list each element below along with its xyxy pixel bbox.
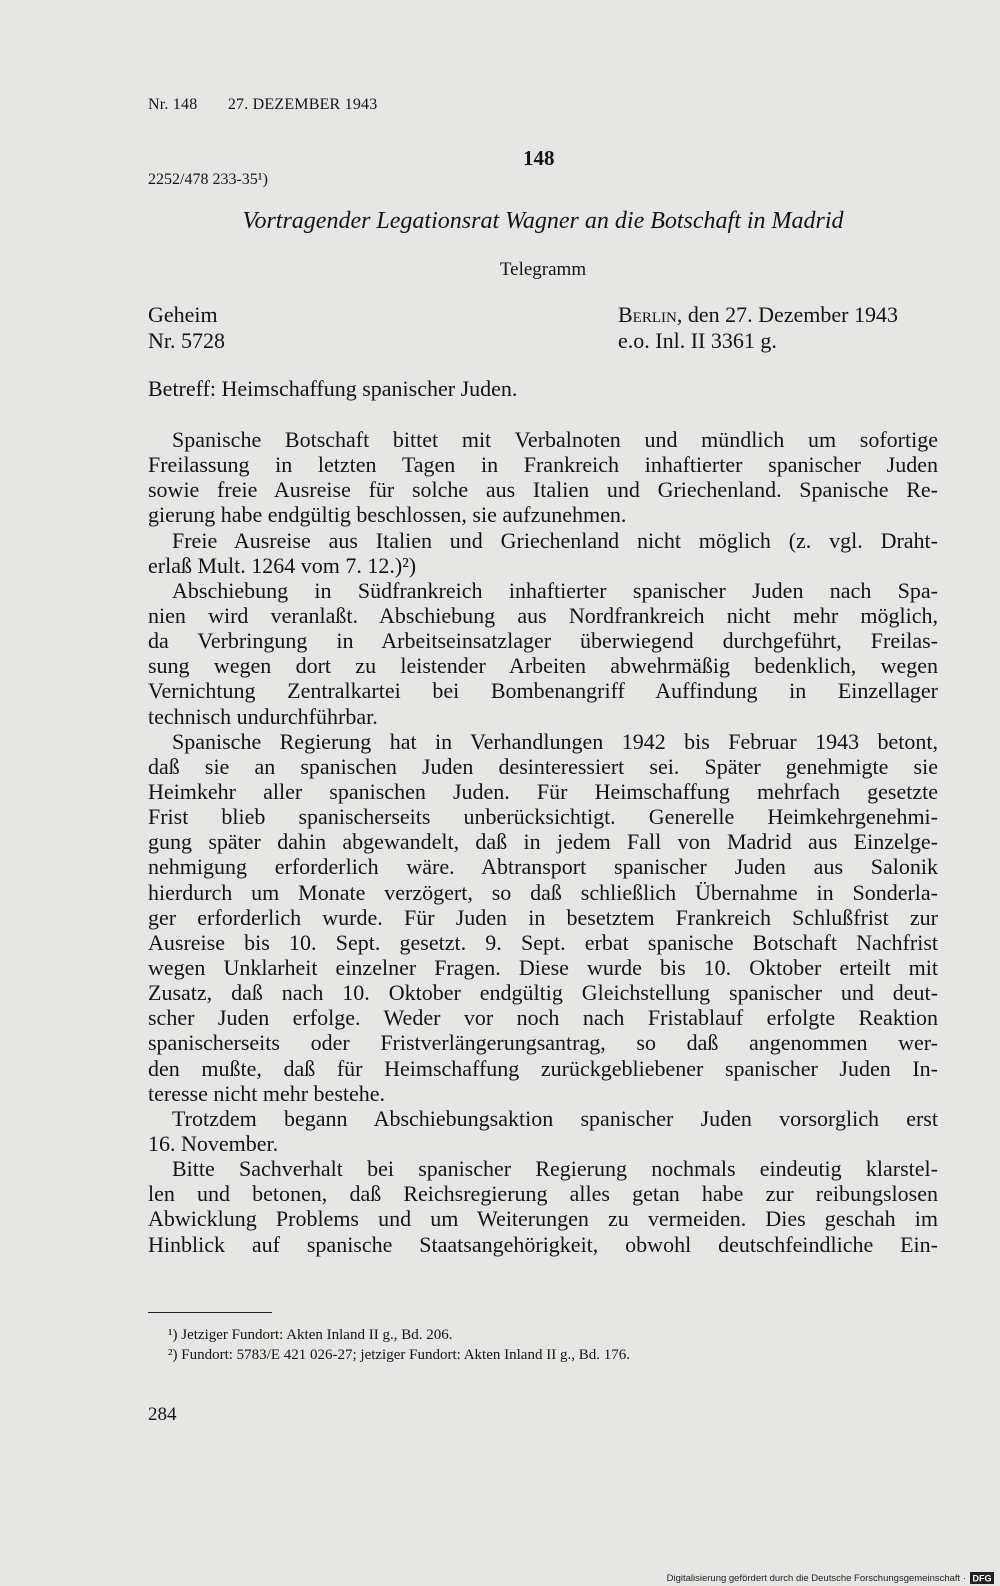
body-line: Hinblick auf spanische Staatsangehörigkeit, obwohl deutschfeindliche Ein-	[148, 1231, 938, 1257]
svg-text:DFG: DFG	[972, 1573, 992, 1584]
footnote-2: ²) Fundort: 5783/E 421 026-27; jetziger Fundort: Akten Inland II g., Bd. 176.	[168, 1347, 630, 1363]
body-line: nehmigung erforderlich wäre. Abtransport spanischer Juden aus Salonik	[148, 854, 938, 880]
body-line: den mußte, daß für Heimschaffung zurückgebliebener spanischer Juden In-	[148, 1055, 938, 1081]
body-line: spanischerseits oder Fristverlängerungsantrag, so daß angenommen wer-	[148, 1030, 938, 1056]
header-doc-ref: Nr. 148	[148, 96, 198, 113]
body-line: Bitte Sachverhalt bei spanischer Regierung nochmals eindeutig klarstel-	[172, 1156, 938, 1182]
body-line: Spanische Botschaft bittet mit Verbalnoten und mündlich um sofortige	[172, 427, 938, 452]
running-header	[148, 96, 377, 114]
body-line: Heimkehr aller spanischen Juden. Für Heimschaffung mehrfach gesetzte	[148, 778, 938, 804]
body-line: daß sie an spanischen Juden desinteressiert sei. Später genehmigte sie	[148, 753, 938, 779]
footnote-divider	[148, 1312, 272, 1313]
file-reference: e.o. Inl. II 3361 g.	[618, 328, 777, 353]
footnote-1: ¹) Jetziger Fundort: Akten Inland II g., Bd. 206.	[168, 1327, 453, 1343]
body-line: 16. November.	[148, 1130, 279, 1156]
body-line: gung später dahin abgewandelt, daß in jedem Fall von Madrid aus Einzelge-	[148, 829, 938, 855]
body-line: Vernichtung Zentralkartei bei Bombenangriff Auffindung in Einzellager	[148, 678, 938, 704]
footnotes	[168, 1325, 630, 1365]
body-line: sung wegen dort zu leistender Arbeiten abwehrmäßig bedenklich, wegen	[148, 653, 938, 679]
body-line: scher Juden erfolge. Weder vor noch nach Fristablauf erfolgte Reaktion	[148, 1005, 938, 1031]
body-line: Frist blieb spanischerseits unberücksichtigt. Generelle Heimkehrgenehmi-	[148, 804, 938, 830]
body-line: Spanische Regierung hat in Verhandlungen 1942 bis Februar 1943 betont,	[172, 728, 938, 754]
funding-note	[667, 1572, 994, 1584]
body-line: sowie freie Ausreise für solche aus Italien und Griechenland. Spanische Re-	[148, 477, 938, 503]
funding-text: Digitalisierung gefördert durch die Deutsche Forschungsgemeinschaft ·	[666, 1572, 966, 1584]
telegram-number: Nr. 5728	[148, 328, 225, 353]
body-line: da Verbringung in Arbeitseinsatzlager überwiegend durchgeführt, Freilas-	[148, 628, 938, 654]
subject-line: Betreff: Heimschaffung spanischer Juden.	[148, 376, 518, 401]
header-date: 27. DEZEMBER 1943	[227, 96, 378, 113]
body-text	[148, 427, 938, 1257]
place-date-rest: , den 27. Dezember 1943	[676, 302, 898, 327]
place-date	[618, 302, 898, 328]
body-line: nien wird veranlaßt. Abschiebung aus Nordfrankreich nicht mehr möglich,	[148, 602, 938, 628]
meta-left	[148, 302, 225, 354]
body-line: len und betonen, daß Reichsregierung alles getan habe zur reibungslosen	[148, 1181, 938, 1207]
body-line: technisch undurchführbar.	[148, 703, 378, 729]
body-line: ger erforderlich wurde. Für Juden in besetztem Frankreich Schlußfrist zur	[148, 904, 938, 930]
document-number: 148	[523, 146, 555, 170]
classification: Geheim	[148, 302, 218, 327]
body-line: Freie Ausreise aus Italien und Griechenland nicht möglich (z. vgl. Draht-	[172, 527, 938, 553]
body-line: hierdurch um Monate verzögert, so daß schließlich Übernahme in Sonderla-	[148, 879, 938, 905]
document-type: Telegramm	[499, 259, 587, 280]
body-line: Trotzdem begann Abschiebungsaktion spanischer Juden vorsorglich erst	[172, 1105, 938, 1131]
film-reference: 2252/478 233-35¹)	[148, 171, 268, 188]
place: Berlin	[618, 302, 677, 327]
dfg-logo-icon	[970, 1572, 994, 1584]
document-title: Vortragender Legationsrat Wagner an die Botschaft in Madrid	[242, 208, 844, 234]
body-line: Abschiebung in Südfrankreich inhaftierter spanischer Juden nach Spa-	[172, 577, 938, 603]
body-line: Abwicklung Problems und um Weiterungen zu vermeiden. Dies geschah im	[148, 1206, 938, 1232]
body-line: gierung habe endgültig beschlossen, sie aufzunehmen.	[148, 502, 627, 528]
page-number: 284	[148, 1404, 177, 1425]
body-line: erlaß Mult. 1264 vom 7. 12.)²)	[148, 552, 417, 578]
body-line: teresse nicht mehr bestehe.	[148, 1080, 386, 1106]
body-line: Freilassung in letzten Tagen in Frankreich inhaftierter spanischer Juden	[148, 452, 938, 478]
body-line: Ausreise bis 10. Sept. gesetzt. 9. Sept. erbat spanische Botschaft Nachfrist	[148, 929, 938, 955]
body-line: wegen Unklarheit einzelner Fragen. Diese wurde bis 10. Oktober erteilt mit	[148, 954, 938, 980]
body-line: Zusatz, daß nach 10. Oktober endgültig Gleichstellung spanischer und deut-	[148, 980, 938, 1006]
meta-right	[618, 302, 898, 354]
